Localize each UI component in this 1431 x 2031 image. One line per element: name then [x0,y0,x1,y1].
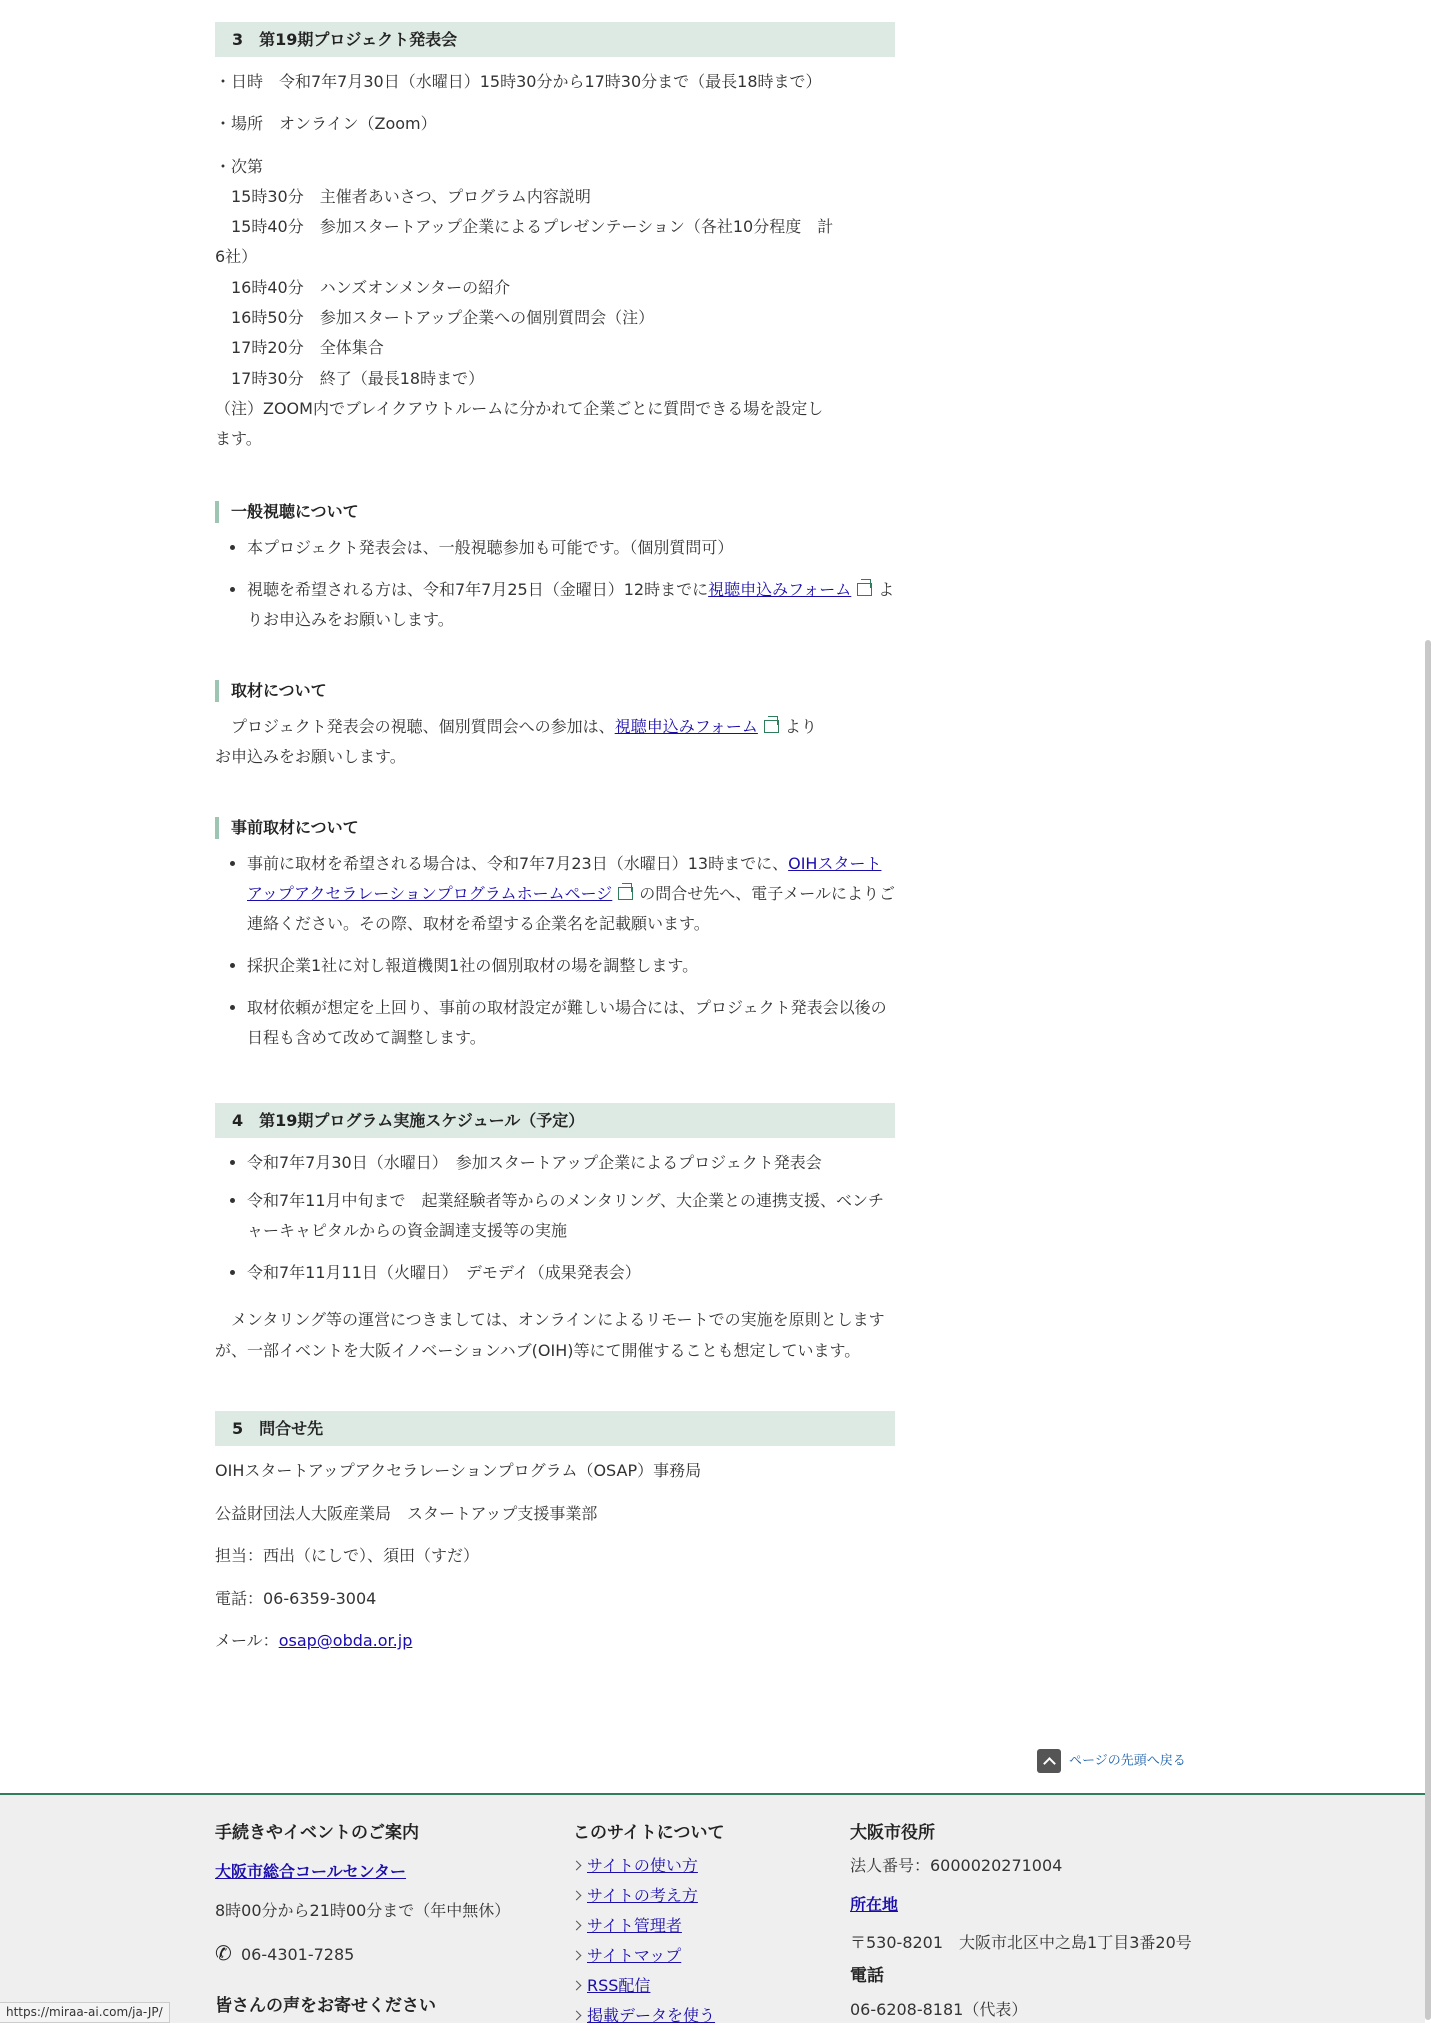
location-link[interactable]: 所在地 [850,1894,899,1914]
list-item: • 取材依頼が想定を上回り、事前の取材設定が難しい場合には、プロジェクト発表会以後の日程も含めて改めて調整します。 [247,993,895,1053]
agenda-item: 6社） [215,247,258,267]
page-top-link[interactable]: ページの先頭へ戻る [1037,1749,1186,1773]
agenda-label: ・次第 [215,156,264,176]
list-item: • 事前に取材を希望される場合は、令和7年7月23日（水曜日）13時までに、OIHスタートアップアクセラレーションプログラムホームページ の問合せ先へ、電子メールによりご連絡ください。その際、取材を希望する企業名を記載願います。 [247,849,895,939]
footer-title: 手続きやイベントのご案内 [215,1823,419,1843]
section-heading-3: 3 第19期プロジェクト発表会 [215,22,895,57]
main-content [215,22,895,1656]
list-item: • 令和7年11月中旬まで 起業経験者等からのメンタリング、大企業との連携支援、ベンチャーキャピタルからの資金調達支援等の実施 [247,1186,895,1246]
agenda-list [215,182,895,455]
footer-voice-title: 皆さんの声をお寄せください [215,1996,436,2017]
schedule-list [215,1148,895,1288]
status-bar-url: https://miraa-ai.com/ja-JP/ [0,2002,170,2023]
external-link-icon [857,583,872,596]
main-tel: 06-6208-8181（代表） [850,1999,1028,2019]
arrow-up-icon [1037,1749,1061,1773]
chevron-right-icon [572,1891,582,1901]
section-heading-4: 4 第19期プログラム実施スケジュール（予定） [215,1103,895,1138]
call-center-hours: 8時00分から21時00分まで（年中無休） [215,1900,511,1920]
general-viewing-list [215,533,895,635]
subheading-press: 取材について [215,680,895,702]
footer-title: 大阪市役所 [850,1823,935,1843]
agenda-item: 17時20分 全体集合 [215,338,384,358]
list-item: • 採択企業1社に対し報道機関1社の個別取材の場を調整します。 [247,951,895,981]
footer-title: このサイトについて [573,1823,725,1843]
osap-homepage-link[interactable]: OIHスタートアップアクセラレーションプログラムホームページ [247,854,882,904]
agenda-item: 15時40分 参加スタートアップ企業によるプレゼンテーション（各社10分程度 計 [215,217,834,237]
schedule-paragraph: メンタリング等の運営につきましては、オンラインによるリモートでの実施を原則としますが、一部イベントを大阪イノベーションハブ(OIH)等にて開催することも想定しています。 [215,1310,885,1361]
footer-link-item [573,1941,813,1971]
chevron-right-icon [572,1951,582,1961]
viewing-form-link[interactable]: 視聴申込みフォーム [708,580,852,600]
contact-mail: メール：osap@obda.or.jp [215,1631,413,1651]
prepress-list [215,849,895,1053]
contact-person: 担当：西出（にしで）、須田（すだ） [215,1546,480,1566]
footer-link[interactable]: サイトの考え方 [587,1886,698,1906]
footer-link-item [573,1881,813,1911]
chevron-right-icon [572,2011,582,2021]
press-text: プロジェクト発表会の視聴、個別質問会への参加は、視聴申込みフォーム より お申込みをお願いします。 [215,717,817,767]
agenda-item: 16時50分 参加スタートアップ企業への個別質問会（注） [215,307,655,327]
contact-dept: 公益財団法人大阪産業局 スタートアップ支援事業部 [215,1503,598,1523]
address: 〒530-8201 大阪市北区中之島1丁目3番20号 [850,1933,1192,1953]
viewing-form-link[interactable]: 視聴申込みフォーム [614,717,758,737]
mail-link[interactable]: osap@obda.or.jp [278,1631,413,1651]
footer-link-item [573,1851,813,1881]
chevron-right-icon [572,1861,582,1871]
footer-link[interactable]: サイト管理者 [587,1916,682,1936]
agenda-item: 17時30分 終了（最長18時まで） [215,368,485,388]
footer-link-item [573,1911,813,1941]
chevron-right-icon [572,1921,582,1931]
agenda-item: 15時30分 主催者あいさつ、プログラム内容説明 [215,186,591,206]
footer-col-events [215,1817,555,2022]
subheading-prepress: 事前取材について [215,817,895,839]
footer-col-about [573,1817,813,2031]
list-item: • 令和7年11月11日（火曜日） デモデイ（成果発表会） [247,1258,895,1288]
external-link-icon [618,887,633,900]
event-place: ・場所 オンライン（Zoom） [215,114,437,134]
footer-link[interactable]: RSS配信 [587,1976,651,1996]
list-item: • 本プロジェクト発表会は、一般視聴参加も可能です。（個別質問可） [247,533,895,563]
agenda-note: ます。 [215,429,262,449]
site-footer [0,1793,1425,2026]
phone-icon: ✆ [215,1941,232,1966]
contact-org: OIHスタートアップアクセラレーションプログラム（OSAP）事務局 [215,1461,702,1481]
agenda-note: （注）ZOOM内でブレイクアウトルームに分かれて企業ごとに質問できる場を設定し [215,398,824,418]
list-item: • 令和7年7月30日（水曜日） 参加スタートアップ企業によるプロジェクト発表会 [247,1148,895,1178]
footer-link[interactable]: サイトマップ [587,1946,682,1966]
agenda-item: 16時40分 ハンズオンメンターの紹介 [215,277,511,297]
footer-link-item [573,1971,813,2001]
chevron-right-icon [572,1981,582,1991]
footer-link[interactable]: 掲載データを使う [587,2006,716,2026]
footer-col-cityhall [850,1817,1310,2025]
contact-tel: 電話：06-6359-3004 [215,1588,377,1608]
corp-number: 法人番号：6000020271004 [850,1856,1063,1876]
call-center-link[interactable]: 大阪市総合コールセンター [215,1862,407,1882]
section-heading-5: 5 問合せ先 [215,1411,895,1446]
scrollbar[interactable] [1425,640,1431,2020]
subheading-general-viewing: 一般視聴について [215,501,895,523]
call-center-phone: ✆ 06-4301-7285 [215,1934,555,1972]
list-item: • 視聴を希望される方は、令和7年7月25日（金曜日）12時までに視聴申込みフォーム よりお申込みをお願いします。 [247,575,895,635]
footer-link-item [573,2001,813,2031]
event-date: ・日時 令和7年7月30日（水曜日）15時30分から17時30分まで（最長18時まで） [215,72,822,91]
footer-link[interactable]: サイトの使い方 [587,1856,698,1876]
footer-link-list [573,1851,813,2031]
tel-title: 電話 [850,1966,884,1987]
external-link-icon [764,720,779,733]
